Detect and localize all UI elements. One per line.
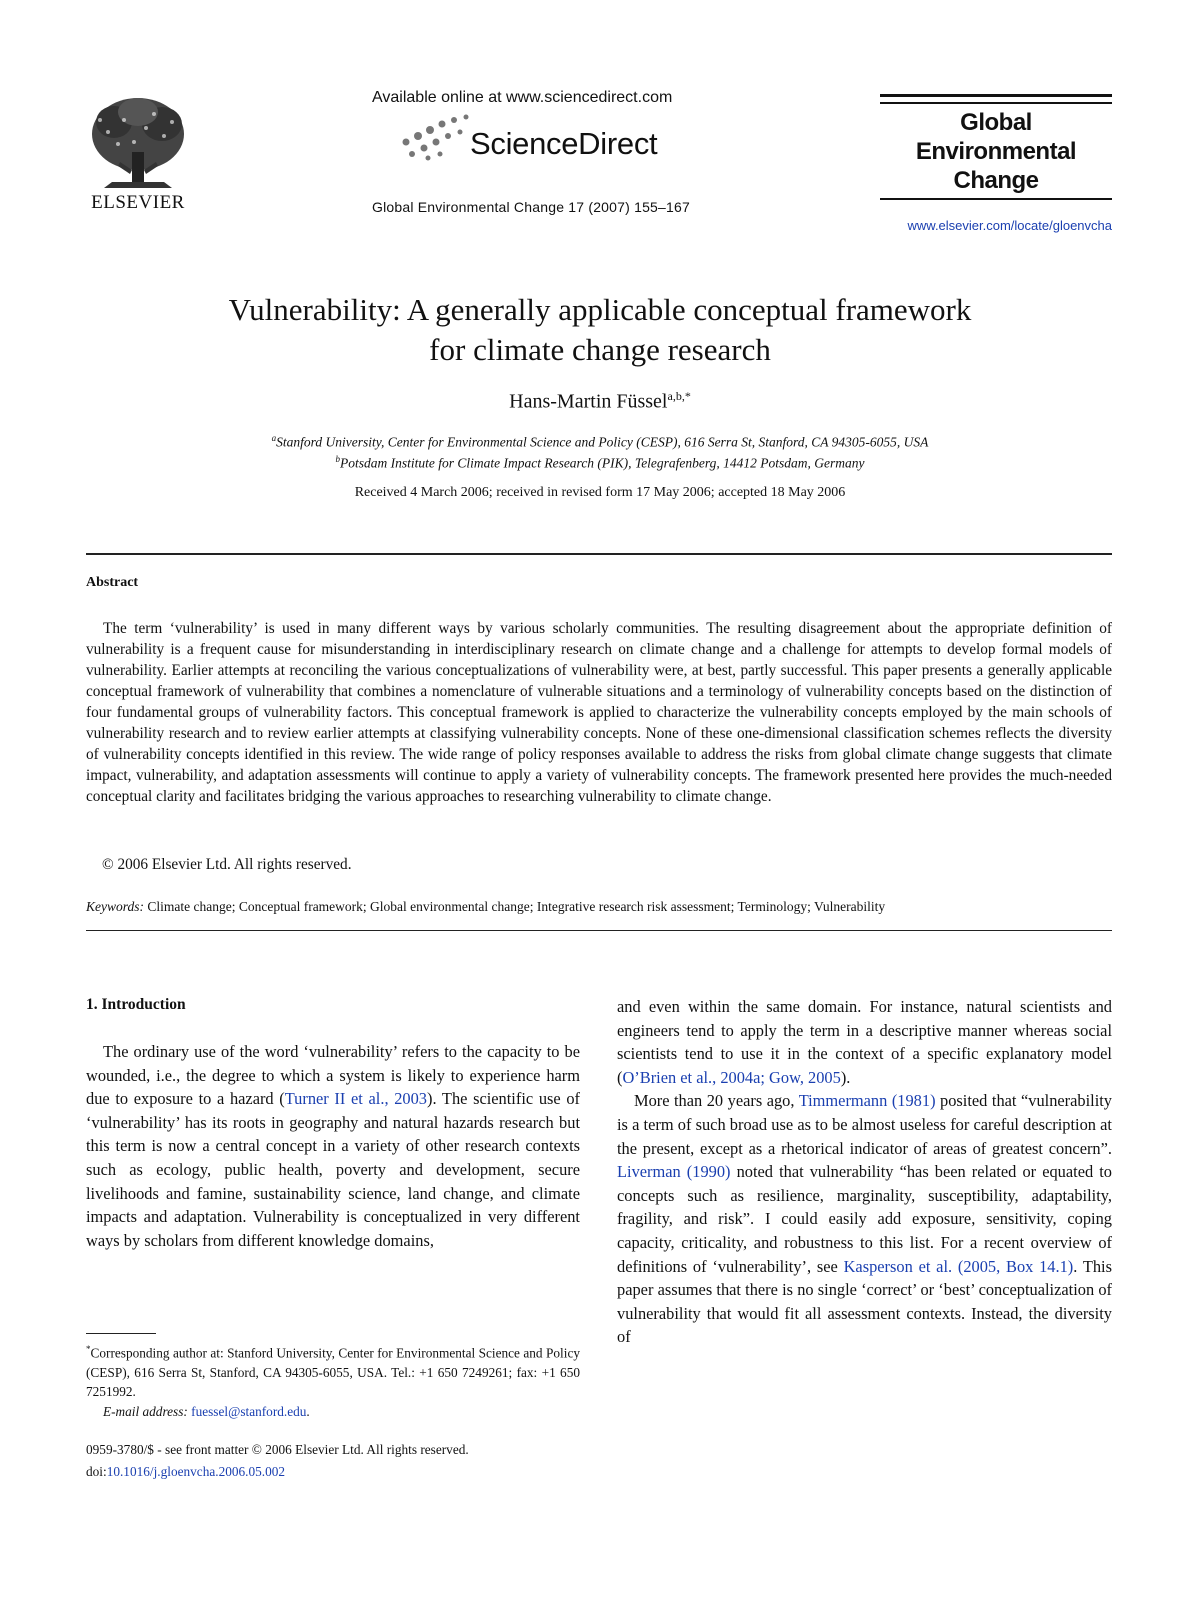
author-marks[interactable]: a,b,* <box>667 389 691 403</box>
citation-link[interactable]: Liverman (1990) <box>617 1162 731 1182</box>
email-link[interactable]: fuessel@stanford.edu <box>191 1403 307 1419</box>
sciencedirect-wordmark: ScienceDirect <box>470 126 658 161</box>
author-name: Hans-Martin Füssel <box>509 390 668 413</box>
journal-title-rule <box>880 94 1112 97</box>
paragraph-text: . This paper assumes that there is no single ‘correct’ or ‘best’ conceptualization of vulnerability that would fit all assessment contexts. Instead, the diversity of <box>617 1256 1112 1347</box>
journal-citation: Global Environmental Change 17 (2007) 155–167 <box>372 199 690 215</box>
journal-title-rule <box>880 102 1112 104</box>
footnote-email <box>86 1402 580 1422</box>
section-heading: 1. Introduction <box>86 996 186 1013</box>
paragraph-text: noted that vulnerability “has been related or equated to concepts such as resilience, marginality, susceptibility, adaptability, fragility, and risk”. I could easily add exposure, sensitivity, coping capacity, criticality, and robustness to this list. For a recent overview of definitions of ‘vulnerability’, see <box>617 1162 1112 1276</box>
footnote <box>86 1340 580 1421</box>
keywords <box>86 899 1112 915</box>
paragraph-text: More than 20 years ago, <box>634 1091 799 1111</box>
citation-link[interactable]: Turner II et al., 2003 <box>284 1089 427 1109</box>
received-dates: Received 4 March 2006; received in revised form 17 May 2006; accepted 18 May 2006 <box>354 485 846 500</box>
article-title-line: for climate change research <box>429 332 771 367</box>
journal-url-link[interactable]: www.elsevier.com/locate/gloenvcha <box>907 218 1112 233</box>
citation-link[interactable]: O’Brien et al., 2004a; Gow, 2005 <box>622 1067 841 1087</box>
paragraph-text: and even within the same domain. For instance, natural scientists and engineers tend to apply the term in a descriptive manner whereas social scientists tend to use it in the context of a specific explanatory model ( <box>617 997 1112 1087</box>
left-column <box>86 1040 580 1252</box>
journal-title-line: Environmental <box>915 138 1077 165</box>
abstract-text: The term ‘vulnerability’ is used in many different ways by various scholarly communities. The resulting disagreement about the appropriate definition of vulnerability is a frequent cause for misunderstanding in interdisciplinary research on climate change and a challenge for attempts to develop formal models of vulnerability. Earlier attempts at reconciling the various conceptualizations of vulnerability were, at best, partly successful. This paper presents a generally applicable conceptual framework of vulnerability that combines a nomenclature of vulnerable situations and a terminology of vulnerability concepts based on the distinction of four fundamental groups of vulnerability factors. This conceptual framework is applied to characterize the vulnerability concepts employed by the main schools of vulnerability research and to review earlier attempts at classifying vulnerability concepts. None of these one-dimensional classification schemes reflects the diversity of vulnerability concepts identified in this review. The wide range of policy responses available to address the risks from global climate change suggests that climate impact, vulnerability, and adaptation assessments will continue to apply a variety of vulnerability concepts. The framework presented here provides the much-needed conceptual clarity and facilitates bridging the various approaches to researching vulnerability to climate change. <box>86 620 1112 805</box>
citation-link[interactable]: Kasperson et al. (2005, Box 14.1) <box>843 1256 1074 1276</box>
abstract-heading: Abstract <box>86 575 139 590</box>
journal-title <box>880 108 1112 195</box>
issn-line: 0959-3780/$ - see front matter © 2006 Elsevier Ltd. All rights reserved. <box>86 1442 469 1457</box>
paragraph <box>617 995 1112 1089</box>
doi-label: doi: <box>86 1464 107 1479</box>
footnote-mark: * <box>86 1344 91 1354</box>
journal-title-line: Change <box>953 167 1039 194</box>
paragraph <box>86 1040 580 1252</box>
abstract-bottom-rule <box>86 930 1112 931</box>
email-end: . <box>306 1403 310 1419</box>
article-title <box>100 290 1100 370</box>
keywords-list: Climate change; Conceptual framework; Global environmental change; Integrative research risk assessment; Terminology; Vulnerability <box>147 899 886 914</box>
publisher-name: ELSEVIER <box>91 192 185 213</box>
affiliation-a <box>100 433 1100 451</box>
footnote-corresponding <box>86 1340 580 1402</box>
doi-link[interactable]: 10.1016/j.gloenvcha.2006.05.002 <box>106 1464 286 1479</box>
paragraph-text: The ordinary use of the word ‘vulnerability’ refers to the capacity to be wounded, i.e., the degree to which a system is likely to experience harm due to exposure to a hazard ( <box>86 1042 580 1109</box>
footnote-text: Corresponding author at: Stanford University, Center for Environmental Science and Policy (CESP), 616 Serra St, Stanford, CA 94305-6055, USA. Tel.: +1 650 7249261; fax: +1 650 7251992. <box>86 1345 580 1400</box>
abstract-copyright: © 2006 Elsevier Ltd. All rights reserved. <box>102 856 352 873</box>
affiliation-text: Stanford University, Center for Environmental Science and Policy (CESP), 616 Serra St, Stanford, CA 94305-6055, USA <box>276 434 929 450</box>
keywords-label: Keywords: <box>86 899 144 914</box>
article-title-line: Vulnerability: A generally applicable conceptual framework <box>228 292 972 327</box>
citation-link[interactable]: Timmermann (1981) <box>798 1091 936 1111</box>
affiliation-b <box>100 454 1100 472</box>
available-online-text: Available online at www.sciencedirect.com <box>372 89 673 106</box>
paragraph-text: ). <box>840 1067 851 1087</box>
paragraph <box>617 1089 1112 1349</box>
affiliation-text: Potsdam Institute for Climate Impact Research (PIK), Telegrafenberg, 14412 Potsdam, Germany <box>339 455 865 471</box>
author-line <box>100 389 1100 414</box>
footnote-rule <box>86 1333 156 1334</box>
journal-title-rule <box>880 198 1112 200</box>
paragraph-text: posited that “vulnerability is a term of such broad use as to be almost useless for careful description at the present, except as a rhetorical indicator of areas of greatest concern”. <box>617 1091 1112 1158</box>
journal-title-line: Global <box>960 109 1032 136</box>
email-label: E-mail address: <box>103 1403 188 1419</box>
paragraph-text: ). The scientific use of ‘vulnerability’ has its roots in geography and natural hazards research but this term is now a central concept in a variety of other research contexts such as ecology, public health, poverty and development, secure livelihoods and famine, sustainability science, land change, and climate impacts and adaptation. Vulnerability is conceptualized in very different ways by scholars from different knowledge domains, <box>86 1089 580 1250</box>
doi-line <box>86 1464 285 1480</box>
right-column <box>617 995 1112 1349</box>
affiliation-mark: b <box>335 454 340 464</box>
abstract-top-rule <box>86 553 1112 555</box>
affiliation-mark: a <box>271 433 277 443</box>
